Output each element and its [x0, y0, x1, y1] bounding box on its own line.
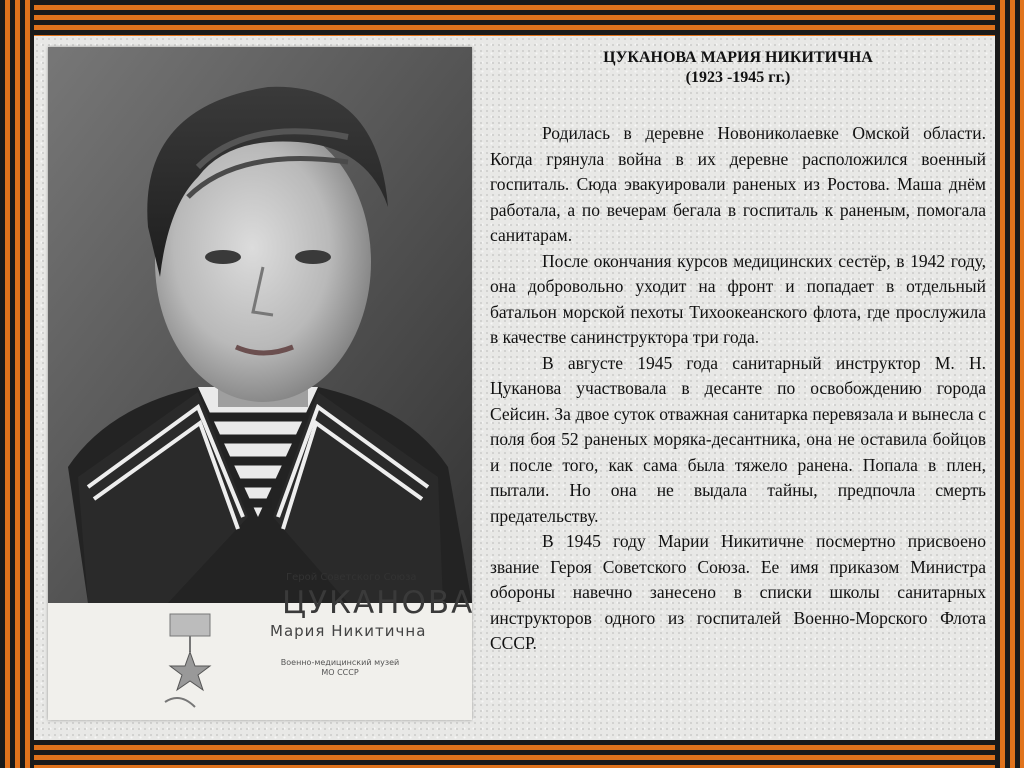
caption-museum [270, 658, 410, 678]
st-george-ribbon-right [995, 0, 1024, 768]
caption-surname: ЦУКАНОВА [282, 585, 475, 621]
st-george-ribbon-bottom [0, 740, 1024, 768]
gold-star-medal-icon [160, 612, 220, 712]
portrait-illustration [48, 47, 472, 603]
museum-line-2: МО СССР [321, 668, 359, 677]
bio-paragraph: В августе 1945 года санитарный инструктор М. Н. Цуканова участвовала в десанте по освобождению города Сейсин. За двое суток отважная санитарка перевязала и вынесла с поля боя 52 раненых моряка-десантника, она не оставила бойцов и после того, как сама была тяжело ранена. Попала в плен, пытали. Но она не выдала тайны, предпочла смерть предательству. [490, 352, 986, 526]
bio-title: ЦУКАНОВА МАРИЯ НИКИТИЧНА [603, 49, 873, 66]
st-george-ribbon-top [0, 0, 1024, 36]
bio-paragraph: В 1945 году Марии Никитичне посмертно присвоено звание Героя Советского Союза. Ее имя приказом Министра обороны навечно занесено в списки школы санитарных инструкторов одного из госпиталей Военно-Морского Флота СССР. [490, 531, 986, 653]
bio-paragraph: Родилась в деревне Новониколаевке Омской области. Когда грянула война в их деревне расположился военный госпиталь. Сюда эвакуировали раненых из Ростова. Маша днём работала, а по вечерам бегала в госпиталь к раненым, помогала санитарам. [490, 123, 986, 245]
st-george-ribbon-left [0, 0, 34, 768]
bio-paragraph: После окончания курсов медицинских сестёр, в 1942 году, она добровольно уходит на фронт и попадает в отдельный батальон морской пехоты Тихоокеанского флота, где прослужила в качестве санинструктора три года. [490, 250, 986, 347]
bio-years: (1923 -1945 гг.) [685, 69, 791, 86]
museum-line-1: Военно-медицинский музей [280, 658, 400, 667]
biography [490, 48, 986, 657]
hero-label: Герой Советского Союза [286, 572, 417, 583]
portrait-photo [48, 47, 472, 603]
caption-given-names: Мария Никитична [270, 622, 427, 640]
